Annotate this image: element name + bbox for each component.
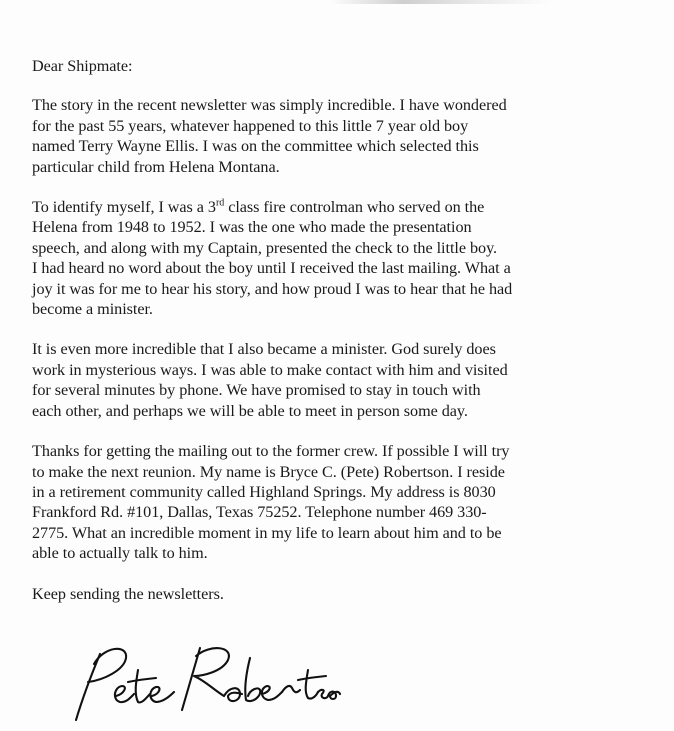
paragraph-line: It is even more incredible that I also became a minister. God surely does bbox=[32, 340, 496, 359]
paragraph-line: speech, and along with my Captain, presented the check to the little boy. bbox=[32, 238, 498, 257]
paragraph-line: to make the next reunion. My name is Bryce C. (Pete) Robertson. I reside bbox=[32, 462, 505, 481]
salutation: Dear Shipmate: bbox=[32, 57, 133, 75]
paragraph-1 bbox=[32, 95, 652, 177]
paragraph-line: Frankford Rd. #101, Dallas, Texas 75252. Telephone number 469 330- bbox=[32, 503, 487, 522]
paragraph-line: named Terry Wayne Ellis. I was on the committee which selected this bbox=[32, 137, 479, 156]
paragraph-line: joy it was for me to hear his story, and how proud I was to hear that he had bbox=[32, 279, 513, 298]
paragraph-line: I had heard no word about the boy until I received the last mailing. What a bbox=[32, 259, 511, 278]
paragraph-line: Thanks for getting the mailing out to the former crew. If possible I will try bbox=[32, 442, 510, 461]
paragraph-line: 2775. What an incredible moment in my life to learn about him and to be bbox=[32, 523, 502, 542]
ordinal-superscript: rd bbox=[215, 197, 225, 209]
paragraph-line: work in mysterious ways. I was able to make contact with him and visited bbox=[32, 360, 508, 379]
paragraph-2 bbox=[32, 197, 652, 319]
line-text-after-ordinal: class fire controlman who served on the bbox=[224, 198, 485, 217]
line-text-before-ordinal: To identify myself, I was a 3 bbox=[32, 198, 216, 217]
handwritten-signature-icon bbox=[64, 640, 344, 726]
paragraph-line: The story in the recent newsletter was simply incredible. I have wondered bbox=[32, 96, 507, 115]
paragraph-line: for the past 55 years, whatever happened to this little 7 year old boy bbox=[32, 116, 469, 135]
paragraph-line: each other, and perhaps we will be able to meet in person some day. bbox=[32, 401, 468, 420]
paragraph-4 bbox=[32, 441, 652, 563]
closing-line: Keep sending the newsletters. bbox=[32, 584, 224, 603]
paragraph-line: in a retirement community called Highland Springs. My address is 8030 bbox=[32, 482, 496, 501]
paragraph-line bbox=[32, 197, 652, 217]
paragraph-line: Helena from 1948 to 1952. I was the one who made the presentation bbox=[32, 218, 472, 237]
paragraph-line: particular child from Helena Montana. bbox=[32, 157, 280, 176]
paragraph-line: become a minister. bbox=[32, 300, 153, 319]
paragraph-line: for several minutes by phone. We have promised to stay in touch with bbox=[32, 381, 481, 400]
scan-smudge bbox=[330, 0, 550, 4]
paragraph-line: able to actually talk to him. bbox=[32, 544, 208, 563]
letter-body bbox=[32, 56, 652, 604]
paragraph-3 bbox=[32, 339, 652, 421]
